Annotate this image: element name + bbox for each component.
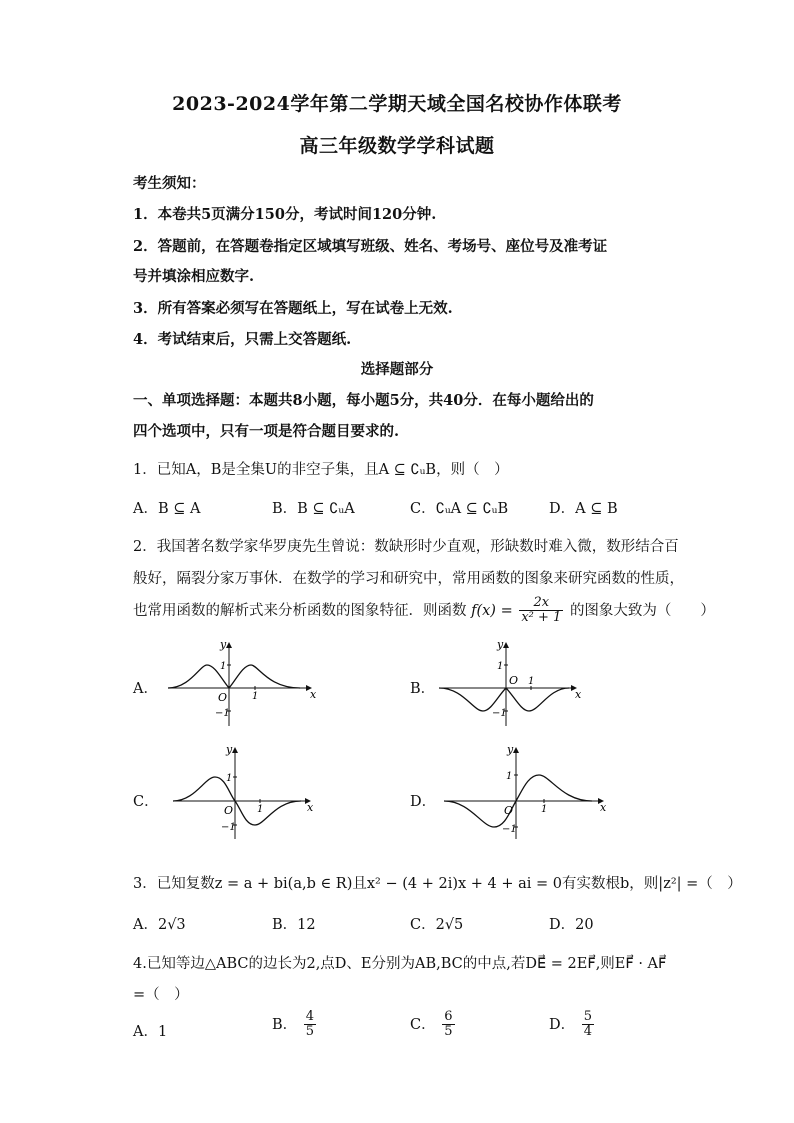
tick-label: 1 <box>226 773 233 784</box>
axis-x-label: x <box>307 801 314 814</box>
q2-line-text: 也常用函数的解析式来分析函数的图象特征．则函数 <box>133 602 467 619</box>
fraction-denominator: 5 <box>444 1024 453 1040</box>
q3-stem: 3．已知复数z = a + bi(a,b ∈ R)且x² − (4 + 2i)x + 4 + ai = 0有实数根b，则|z²| =（ ） <box>133 876 742 892</box>
q2-graph-b <box>435 640 595 730</box>
tick-label: −1 <box>215 708 230 719</box>
q3-option-c: C．2√5 <box>410 917 464 933</box>
q4-option-fraction <box>582 1010 594 1040</box>
q2-option-d-label: D． <box>410 794 437 810</box>
notice-item: 号并填涂相应数字. <box>133 268 255 285</box>
q4-option-b <box>272 1010 318 1040</box>
q4-option-a <box>133 1020 167 1041</box>
q4-option-fraction <box>442 1010 454 1040</box>
axis-x-label: x <box>600 801 607 814</box>
fraction-numerator: 6 <box>444 1009 453 1024</box>
q4-option-label: C． <box>410 1016 436 1033</box>
section-intro: 一、单项选择题：本题共8小题，每小题5分，共40分．在每小题给出的 <box>133 392 594 409</box>
origin-label: O <box>504 804 514 817</box>
q2-graph-d <box>440 745 615 845</box>
tick-label: 1 <box>528 676 535 687</box>
origin-label: O <box>218 691 228 704</box>
q2-func-denominator: x² + 1 <box>521 610 562 626</box>
fraction-denominator: 4 <box>583 1024 593 1040</box>
q2-option-c-label: C． <box>133 794 159 810</box>
fraction-numerator: 4 <box>305 1009 315 1024</box>
q2-func-fraction <box>519 596 563 626</box>
q2-func-numerator: 2x <box>519 596 563 611</box>
q4-stem: 4.已知等边△ABC的边长为2,点D、E分别为AB,BC的中点,若DE⃗ = 2EF⃗,则EF⃗ · AF⃗ <box>133 956 667 972</box>
q4-option-label: D． <box>549 1016 576 1033</box>
q1-stem: 1．已知A，B是全集U的非空子集，且A ⊆ ∁ᵤB，则（ ） <box>133 462 509 478</box>
q3-option-d: D．20 <box>549 917 594 933</box>
tick-label: 1 <box>506 771 513 782</box>
axis-y-label: y <box>220 638 227 651</box>
q2-line: 2．我国著名数学家华罗庚先生曾说：数缺形时少直观，形缺数时难入微，数形结合百 <box>133 539 679 555</box>
notice-item: 1．本卷共5页满分150分，考试时间120分钟. <box>133 206 437 223</box>
q3-option-b: B．12 <box>272 917 316 933</box>
tick-label: 1 <box>497 661 504 672</box>
tick-label: 1 <box>252 691 259 702</box>
q2-graph-c <box>165 745 325 845</box>
q1-option-b: B．B ⊆ ∁ᵤA <box>272 501 355 517</box>
q4-option-c <box>410 1010 457 1040</box>
axis-y-label: y <box>226 743 233 756</box>
exam-title: 2023-2024学年第二学期天域全国名校协作体联考 <box>172 93 622 115</box>
fraction-denominator: 5 <box>305 1024 315 1040</box>
tick-label: 1 <box>257 804 264 815</box>
origin-label: O <box>224 804 234 817</box>
exam-subtitle: 高三年级数学学科试题 <box>299 135 495 157</box>
section-title: 选择题部分 <box>360 361 434 378</box>
axis-x-label: x <box>310 688 317 701</box>
q4-option-d <box>549 1010 596 1040</box>
q3-option-a: A．2√3 <box>133 917 186 933</box>
origin-label: O <box>509 674 519 687</box>
q1-option-c: C．∁ᵤA ⊆ ∁ᵤB <box>410 501 509 517</box>
tick-label: 1 <box>220 661 227 672</box>
q4-option-fraction <box>304 1010 316 1040</box>
q2-graph-a <box>160 640 320 730</box>
q4-option-label: A． <box>133 1024 158 1040</box>
tick-label: −1 <box>492 708 507 719</box>
fraction-numerator: 5 <box>583 1009 593 1024</box>
axis-x-label: x <box>575 688 582 701</box>
q4-option-value: 1 <box>157 1024 168 1040</box>
q2-line: 般好，隔裂分家万事休．在数学的学习和研究中，常用函数的图象来研究函数的性质， <box>133 571 684 587</box>
axis-y-label: y <box>497 638 504 651</box>
q4-option-label: B． <box>272 1016 298 1033</box>
notice-item: 4．考试结束后，只需上交答题纸. <box>133 331 352 348</box>
q2-func-lhs: f(x) = <box>471 602 513 619</box>
q2-line-text: 的图象大致为（ ） <box>569 602 715 619</box>
q2-option-a-label: A． <box>133 681 158 697</box>
tick-label: −1 <box>221 822 236 833</box>
notice-item: 2．答题前，在答题卷指定区域填写班级、姓名、考场号、座位号及准考证 <box>133 238 608 255</box>
q4-stem: =（ ） <box>133 987 189 1003</box>
q2-option-b-label: B． <box>410 681 436 697</box>
q1-option-a: A．B ⊆ A <box>133 501 201 517</box>
tick-label: −1 <box>502 824 517 835</box>
notice-heading: 考生须知： <box>133 175 206 192</box>
tick-label: 1 <box>541 804 548 815</box>
axis-y-label: y <box>507 743 514 756</box>
q1-option-d: D．A ⊆ B <box>549 501 618 517</box>
q2-line-3 <box>133 596 715 626</box>
section-intro: 四个选项中，只有一项是符合题目要求的. <box>133 423 400 440</box>
notice-item: 3．所有答案必须写在答题纸上，写在试卷上无效. <box>133 300 453 317</box>
